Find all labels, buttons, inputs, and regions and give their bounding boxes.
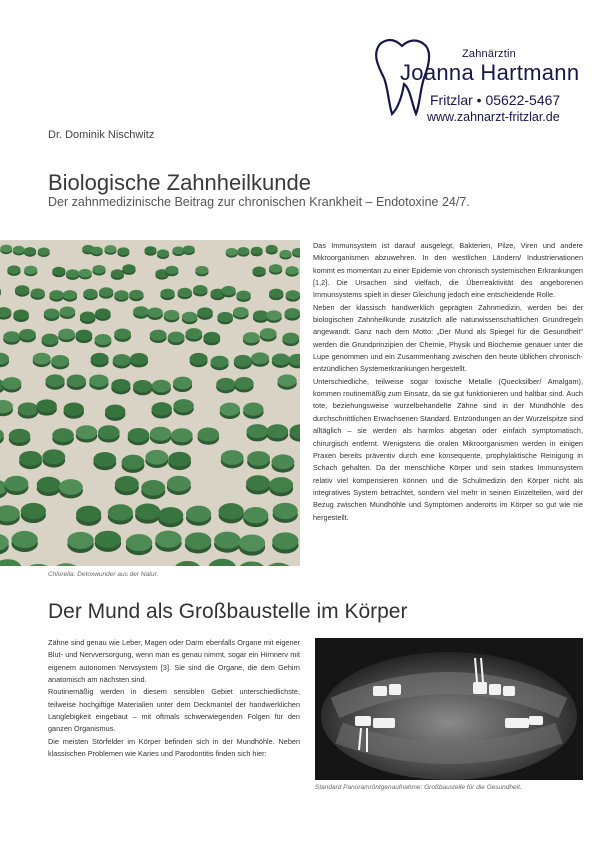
tablet-top (145, 450, 168, 465)
tablet-top (234, 355, 252, 367)
tablet-top (233, 307, 249, 317)
tablet-top (178, 288, 192, 297)
tablet-top (158, 507, 183, 523)
tablet-top (38, 247, 50, 255)
tablet-top (99, 287, 113, 296)
tablet-top (211, 356, 229, 368)
tablet-top (111, 269, 124, 278)
tablet-top (286, 290, 300, 299)
tablet-top (197, 307, 213, 317)
tablet-top (114, 290, 128, 299)
tablet-top (60, 306, 76, 316)
tablet-top (165, 266, 178, 275)
tablet-top (98, 425, 120, 439)
tablet-top (42, 334, 59, 345)
tablet-top (75, 330, 92, 341)
tablet-top (152, 380, 171, 392)
tablet-top (272, 532, 298, 549)
tablet-top (260, 328, 277, 339)
tablet-top (269, 264, 282, 273)
tablet-top (226, 248, 238, 256)
tablet-top (243, 403, 263, 416)
tablet-top (216, 378, 235, 390)
tablet-top (247, 424, 269, 438)
page-title: Biologische Zahnheilkunde (48, 170, 311, 195)
tablet-top (155, 531, 181, 548)
tablet-top (147, 307, 163, 317)
tablet-top (190, 353, 208, 365)
tablet-top (42, 449, 65, 464)
tablet-top (272, 454, 295, 469)
tablet-top (198, 427, 220, 441)
tablet-top (11, 531, 37, 548)
tablet-top (18, 402, 38, 415)
tablet-top (95, 531, 121, 548)
tablet-top (89, 374, 108, 386)
tablet-top (217, 312, 233, 322)
tablet-top (113, 354, 131, 366)
tablet-top (251, 247, 263, 255)
tablet-top (52, 267, 65, 276)
tablet-top (108, 504, 133, 520)
tablet-top (133, 306, 149, 316)
tablet-top (171, 428, 193, 442)
tablet-top (30, 288, 44, 297)
tablet-top (114, 328, 131, 339)
tablet-top (221, 286, 235, 295)
tablet-top (273, 503, 298, 519)
tablet-top (247, 451, 270, 466)
xray-illustration (315, 638, 583, 780)
page-subtitle: Der zahnmedizinische Beitrag zur chronischen Krankheit – Endotoxine 24/7. (48, 195, 470, 209)
tablet-top (19, 329, 36, 340)
article-right-column (313, 240, 583, 524)
tablet-top (91, 353, 109, 365)
tablet-top (66, 269, 79, 278)
tablet-top (67, 532, 93, 549)
tablet-top (183, 245, 195, 253)
tablet-top (80, 311, 96, 321)
tablet-top (4, 476, 28, 492)
tablet-top (133, 380, 152, 392)
tablet-top (37, 477, 61, 493)
tablet-top (285, 308, 300, 318)
tablet-top (64, 402, 84, 415)
tablet-top (59, 479, 83, 495)
tablet-top (58, 329, 75, 340)
tablet-top (76, 425, 98, 439)
article-left-column (48, 637, 300, 760)
tablet-top (282, 333, 299, 344)
tablet-top (214, 532, 240, 549)
tablet-top (122, 264, 135, 273)
paragraph: Zähne sind genau wie Leber, Magen oder Darm ebenfalls Organe mit eigener Blut- und Nervversorgung, wenn man es genau nimmt, sogar ein Hirnnerv mit eigenem autonomen Nervsystem [3]. Sie sind die Organe, die dem Gehirn anatomisch am nächsten sind. (48, 638, 300, 685)
tablet-top (266, 310, 282, 320)
tablet-top (253, 266, 266, 275)
tablet-top (126, 534, 152, 551)
tablet-top (243, 332, 260, 343)
tablet-top (243, 507, 268, 523)
tablet-top (63, 290, 77, 299)
tablet-top (203, 332, 220, 343)
paragraph: Neben der klassisch handwerklich geprägten Zahnmedizin, werden bei der biologischen Zahnheilkunde zusätzlich alle naturwissenschaftlichen Grundregeln angewandt. Ganz nach dem Motto: „Der Mund als Spiegel für die Gesundheit“ werden die Grundprinzipien der Chemie, Physik und Biochemie genauer unter die Lupe genommen und ein Zusammenhang zwischen den heute üblichen chronisch-entzündlichen Systemerkrankungen hergestellt. (313, 302, 583, 374)
tablet-top (135, 503, 160, 519)
paragraph: Unterschiedliche, teilweise sogar toxische Metalle (Quecksilber/ Amalgam), kommen routinemäßig zum Einsatz, da sie gut funktionieren und haltbar sind. Auch tote, beziehungsweise wurzelbehandelte Zähne sind in der Mundhöhle des durchschnittlichen Erwachsenen Standard. Entzündungen an der Wurzelspitze sind alltäglich – sie werden als harmlos abgetan oder einfach symptomatisch, chirurgisch entfernt. Wenigstens die oralen Mikroorganismen werden in einigen Praxen bereits präventiv durch eine konsequente, prophylaktische Reinigung in Schach gehalten. Da der menschliche Körper und sein starkes Immunsystem relativ viel kompensieren können und die Schulmedizin den Körper nicht als integratives System betrachtet, sondern viel mehr in seinen Einzelteilen, wird der Bezug zwischen Mundhöhle und Symptomen anderorts im Körper so gut wie nie hergestellt. (313, 376, 583, 522)
tablet-top (15, 285, 29, 294)
photo-caption: Chlorella: Detoxwunder aus der Natur. (48, 571, 159, 578)
logo-url-link[interactable]: www.zahnarzt-fritzlar.de (427, 110, 560, 124)
tablet-top (219, 503, 244, 519)
tablet-top (24, 247, 36, 255)
tablet-top (128, 428, 150, 442)
tablet-top (117, 247, 129, 255)
tablet-top (168, 332, 185, 343)
tablet-top (49, 290, 63, 299)
tablet-top (67, 375, 86, 387)
tablet-top (172, 247, 184, 255)
tablet-top (266, 245, 278, 253)
tablet-top (105, 405, 125, 418)
tablet-top (251, 352, 269, 364)
tablet-top (24, 266, 37, 275)
tablet-top (45, 374, 64, 386)
tablet-top (267, 424, 289, 438)
paragraph: Das Immunsystem ist darauf ausgelegt, Bakterien, Pilze, Viren und andere Mikroorganismen abzuwehren. In den westlichen Ländern/ Industrienationen kommt es momentan zu einer Epidemie von chronisch systemischen Erkrankungen [1,2]. Die Ursachen sind vielfach, die Überreaktivität des angeborenen Immunsystems spielt in dieser Gleichung jedoch eine entscheidende Rolle. (313, 241, 583, 300)
tablet-top (272, 353, 290, 365)
tablet-top (3, 331, 20, 342)
tablet-top (83, 289, 97, 298)
tablet-top (173, 377, 192, 389)
tablet-top (221, 450, 244, 465)
tablet-top (145, 246, 157, 254)
tablet-top (79, 269, 92, 278)
tablet-top (157, 249, 169, 257)
chlorella-photo (0, 240, 300, 566)
tablet-top (239, 534, 265, 551)
tablet-top (193, 285, 207, 294)
paragraph: Die meisten Störfelder im Körper befinden sich in der Mundhöhle. Neben klassischen Problemen wie Karies und Parodontitis finden sich hier: (48, 736, 300, 759)
logo-title: Zahnärztin (462, 48, 516, 60)
tablet-top (115, 476, 139, 492)
tablet-top (7, 265, 20, 274)
tablet-top (0, 245, 12, 253)
xray-caption: Standard Panoramröntgenaufnahme: Großbaustelle für die Gesundheit. (315, 784, 522, 791)
tablet-top (164, 310, 180, 320)
tablet-top (13, 246, 25, 254)
tablet-top (185, 532, 211, 549)
tablet-top (13, 309, 29, 319)
tablet-top (285, 266, 298, 275)
tablet-top (237, 247, 249, 255)
logo-name: Joanna Hartmann (400, 60, 580, 85)
dental-xray-image (315, 638, 583, 780)
tablet-top (2, 377, 21, 389)
chlorella-illustration (0, 240, 300, 566)
tablet-top (51, 355, 69, 367)
tablet-top (95, 308, 111, 318)
tablet-top (95, 334, 112, 345)
tablet-top (182, 312, 198, 322)
tablet-top (141, 480, 165, 496)
tablet-top (76, 506, 101, 522)
tablet-top (52, 428, 74, 442)
tablet-top (185, 328, 202, 339)
tablet-top (173, 399, 193, 412)
paragraph: Routinemäßig werden in diesem sensiblen Gebiet unterschiedlichste, teilweise hochgiftige Materialien unter dem Deckmantel der handwerklichen Langlebigkeit eingebaut – mit oftmals schwerwiegenden Folgen für den ganzen Organismus. (48, 687, 300, 734)
tablet-top (168, 452, 191, 467)
tablet-top (269, 477, 293, 493)
tablet-top (21, 503, 46, 519)
tablet-top (93, 452, 116, 467)
tablet-top (150, 427, 172, 441)
tablet-top (33, 353, 51, 365)
tablet-top (150, 330, 167, 341)
tablet-top (19, 451, 42, 466)
tablet-top (129, 290, 143, 299)
tablet-top (195, 266, 208, 275)
tablet-top (280, 250, 292, 258)
tablet-top (130, 353, 148, 365)
tablet-top (236, 290, 250, 299)
section-heading: Der Mund als Großbaustelle im Körper (48, 600, 408, 623)
tablet-top (9, 429, 31, 443)
tablet-top (44, 308, 60, 318)
tablet-top (160, 289, 174, 298)
tablet-top (278, 374, 297, 386)
tablet-top (92, 265, 105, 274)
logo-city-phone: Fritzlar • 05622-5467 (430, 92, 561, 108)
tablet-top (91, 247, 103, 255)
tablet-top (269, 289, 283, 298)
tablet-top (167, 476, 191, 492)
tablet-top (186, 506, 211, 522)
tablet-top (220, 403, 240, 416)
tablet-top (151, 402, 171, 415)
tablet-top (36, 399, 56, 412)
author: Dr. Dominik Nischwitz (48, 129, 155, 141)
tablet-top (104, 245, 116, 253)
tablet-top (111, 379, 130, 391)
tablet-top (234, 377, 253, 389)
tablet-top (122, 455, 145, 470)
tablet-top (246, 475, 270, 491)
